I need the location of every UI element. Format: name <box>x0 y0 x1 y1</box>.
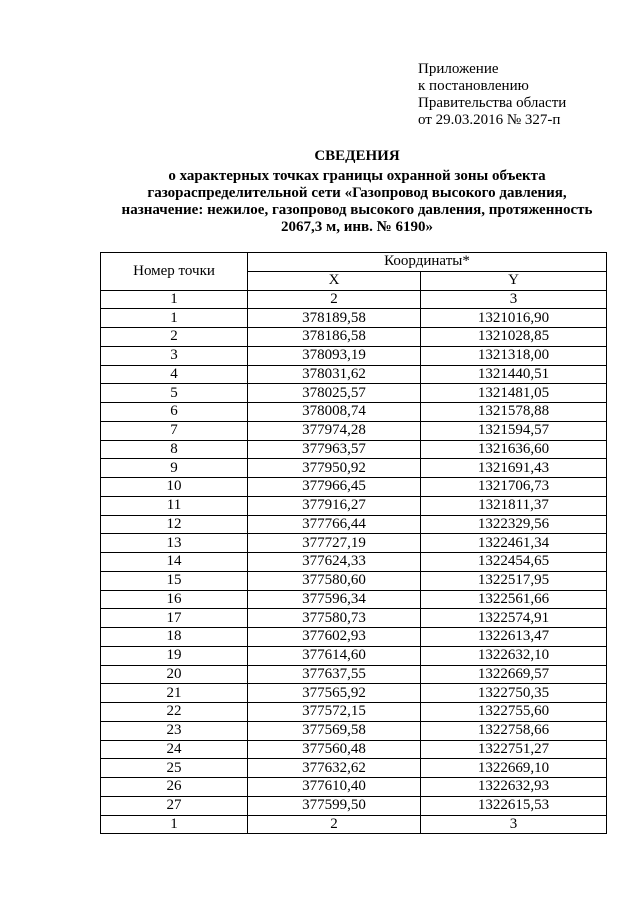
cell-y: 1321578,88 <box>421 403 607 422</box>
table-row <box>101 421 607 440</box>
cell-point-number: 8 <box>101 440 248 459</box>
cell-x: 378025,57 <box>248 384 421 403</box>
table-row <box>101 440 607 459</box>
table-row <box>101 684 607 703</box>
column-number: 3 <box>421 815 607 834</box>
header-y: Y <box>421 271 607 290</box>
cell-point-number: 12 <box>101 515 248 534</box>
cell-x: 377916,27 <box>248 496 421 515</box>
cell-point-number: 7 <box>101 421 248 440</box>
column-number: 2 <box>248 815 421 834</box>
table-row <box>101 328 607 347</box>
cell-point-number: 5 <box>101 384 248 403</box>
cell-y: 1321481,05 <box>421 384 607 403</box>
column-number: 1 <box>101 815 248 834</box>
cell-y: 1322517,95 <box>421 571 607 590</box>
cell-y: 1321636,60 <box>421 440 607 459</box>
table-row <box>101 796 607 815</box>
cell-x: 377580,73 <box>248 609 421 628</box>
cell-y: 1322750,35 <box>421 684 607 703</box>
cell-point-number: 21 <box>101 684 248 703</box>
title-line: 2067,3 м, инв. № 6190» <box>281 219 433 235</box>
cell-y: 1321028,85 <box>421 328 607 347</box>
cell-x: 377966,45 <box>248 478 421 497</box>
cell-y: 1321440,51 <box>421 365 607 384</box>
table-row <box>101 478 607 497</box>
table-row <box>101 515 607 534</box>
cell-point-number: 25 <box>101 759 248 778</box>
cell-x: 377624,33 <box>248 553 421 572</box>
cell-point-number: 24 <box>101 740 248 759</box>
cell-point-number: 6 <box>101 403 248 422</box>
table-row <box>101 646 607 665</box>
table-row <box>101 553 607 572</box>
cell-point-number: 26 <box>101 778 248 797</box>
cell-point-number: 2 <box>101 328 248 347</box>
cell-y: 1322751,27 <box>421 740 607 759</box>
document-title <box>97 148 617 236</box>
appendix-line: Приложение <box>418 61 499 77</box>
cell-y: 1322329,56 <box>421 515 607 534</box>
cell-point-number: 10 <box>101 478 248 497</box>
cell-y: 1322461,34 <box>421 534 607 553</box>
cell-point-number: 22 <box>101 703 248 722</box>
header-row <box>101 253 607 272</box>
table-row <box>101 721 607 740</box>
table-row <box>101 459 607 478</box>
cell-y: 1321594,57 <box>421 421 607 440</box>
table-row <box>101 346 607 365</box>
cell-y: 1321706,73 <box>421 478 607 497</box>
cell-x: 377580,60 <box>248 571 421 590</box>
cell-x: 377637,55 <box>248 665 421 684</box>
cell-y: 1321691,43 <box>421 459 607 478</box>
table-row <box>101 665 607 684</box>
table-row <box>101 740 607 759</box>
title-line: о характерных точках границы охранной зоны объекта <box>168 168 546 184</box>
title-line: назначение: нежилое, газопровод высокого давления, протяженность <box>121 202 593 218</box>
cell-y: 1322561,66 <box>421 590 607 609</box>
appendix-line: к постановлению <box>418 78 529 94</box>
cell-x: 377766,44 <box>248 515 421 534</box>
table-row <box>101 609 607 628</box>
cell-x: 378189,58 <box>248 309 421 328</box>
table-row <box>101 534 607 553</box>
cell-y: 1321016,90 <box>421 309 607 328</box>
header-point-number: Номер точки <box>101 253 248 291</box>
coordinates-table-continuation <box>101 815 607 834</box>
cell-y: 1322755,60 <box>421 703 607 722</box>
cell-point-number: 27 <box>101 796 248 815</box>
cell-y: 1322454,65 <box>421 553 607 572</box>
cell-x: 377572,15 <box>248 703 421 722</box>
header-coordinates: Координаты* <box>248 253 607 272</box>
cell-y: 1322574,91 <box>421 609 607 628</box>
cell-y: 1322615,53 <box>421 796 607 815</box>
cell-x: 378093,19 <box>248 346 421 365</box>
cell-x: 377565,92 <box>248 684 421 703</box>
cell-y: 1321318,00 <box>421 346 607 365</box>
cell-x: 378008,74 <box>248 403 421 422</box>
cell-x: 377950,92 <box>248 459 421 478</box>
table-row <box>101 571 607 590</box>
coordinates-table <box>100 252 607 834</box>
cell-x: 377596,34 <box>248 590 421 609</box>
cell-point-number: 15 <box>101 571 248 590</box>
cell-x: 377610,40 <box>248 778 421 797</box>
title-line: газораспределительной сети «Газопровод высокого давления, <box>147 185 567 201</box>
cell-x: 377614,60 <box>248 646 421 665</box>
cell-x: 377602,93 <box>248 628 421 647</box>
cell-x: 377560,48 <box>248 740 421 759</box>
table-row <box>101 590 607 609</box>
cell-y: 1322669,57 <box>421 665 607 684</box>
table-row <box>101 309 607 328</box>
column-numbers-row <box>101 290 607 309</box>
cell-point-number: 13 <box>101 534 248 553</box>
cell-point-number: 19 <box>101 646 248 665</box>
appendix-line: от 29.03.2016 № 327-п <box>418 112 561 128</box>
table-row <box>101 496 607 515</box>
cell-y: 1321811,37 <box>421 496 607 515</box>
cell-point-number: 9 <box>101 459 248 478</box>
cell-point-number: 3 <box>101 346 248 365</box>
column-number: 2 <box>248 290 421 309</box>
coordinates-table-header <box>101 253 607 309</box>
cell-x: 377963,57 <box>248 440 421 459</box>
cell-x: 377632,62 <box>248 759 421 778</box>
cell-x: 377569,58 <box>248 721 421 740</box>
table-row <box>101 365 607 384</box>
cell-point-number: 4 <box>101 365 248 384</box>
table-row <box>101 703 607 722</box>
cell-x: 377599,50 <box>248 796 421 815</box>
appendix-note <box>418 61 566 129</box>
cell-point-number: 16 <box>101 590 248 609</box>
cell-point-number: 23 <box>101 721 248 740</box>
column-number: 3 <box>421 290 607 309</box>
title-heading: СВЕДЕНИЯ <box>314 148 400 164</box>
column-numbers-row <box>101 815 607 834</box>
table-row <box>101 628 607 647</box>
cell-point-number: 17 <box>101 609 248 628</box>
cell-point-number: 18 <box>101 628 248 647</box>
cell-y: 1322632,93 <box>421 778 607 797</box>
coordinates-table-body <box>101 309 607 815</box>
cell-y: 1322632,10 <box>421 646 607 665</box>
cell-point-number: 1 <box>101 309 248 328</box>
cell-x: 377974,28 <box>248 421 421 440</box>
cell-point-number: 20 <box>101 665 248 684</box>
cell-x: 378031,62 <box>248 365 421 384</box>
table-row <box>101 778 607 797</box>
cell-x: 378186,58 <box>248 328 421 347</box>
cell-point-number: 11 <box>101 496 248 515</box>
cell-point-number: 14 <box>101 553 248 572</box>
appendix-line: Правительства области <box>418 95 567 111</box>
header-x: X <box>248 271 421 290</box>
table-row <box>101 384 607 403</box>
cell-y: 1322758,66 <box>421 721 607 740</box>
table-row <box>101 403 607 422</box>
cell-x: 377727,19 <box>248 534 421 553</box>
cell-y: 1322613,47 <box>421 628 607 647</box>
table-row <box>101 759 607 778</box>
column-number: 1 <box>101 290 248 309</box>
cell-y: 1322669,10 <box>421 759 607 778</box>
